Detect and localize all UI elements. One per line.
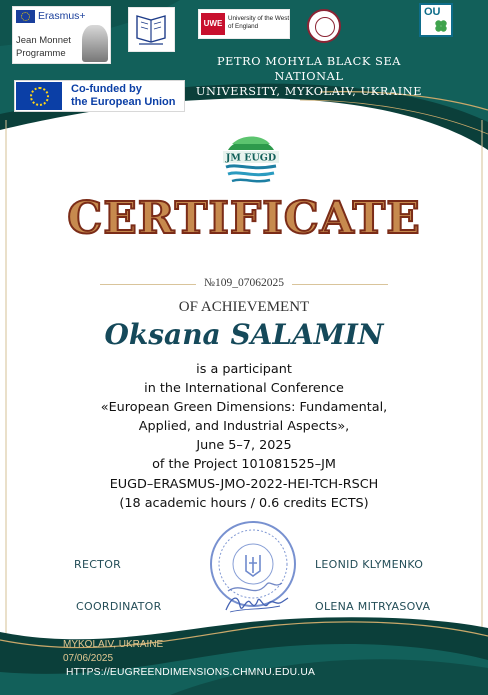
- university-seal-logo: [307, 9, 341, 43]
- body-line: June 5–7, 2025: [196, 438, 292, 454]
- trident-icon: [246, 555, 260, 576]
- cofunded-line2: the European Union: [71, 96, 176, 108]
- rector-title: RECTOR: [74, 558, 122, 571]
- certificate-subtitle: OF ACHIEVEMENT: [178, 299, 310, 315]
- issue-place: MYKOLAIV, UKRAINE: [63, 639, 164, 650]
- body-line: EUGD–ERASMUS-JMO-2022-HEI-TCH-RSCH: [109, 476, 379, 492]
- body-line: in the International Conference: [144, 381, 344, 397]
- clover-icon: [434, 19, 448, 33]
- body-line: (18 academic hours / 0.6 credits ECTS): [119, 495, 369, 511]
- erasmus-label: Erasmus+: [38, 10, 86, 22]
- jean-monnet-portrait: [82, 25, 108, 62]
- body-line: Applied, and Industrial Aspects»,: [138, 419, 350, 435]
- cofunded-line1: Co-funded by: [71, 83, 142, 95]
- coordinator-title: COORDINATOR: [76, 600, 162, 613]
- cofunded-eu-logo: [14, 80, 185, 112]
- eu-flag-icon: [16, 82, 62, 110]
- coordinator-name: OLENA MITRYASOVA: [315, 600, 431, 613]
- jean-monnet-label: Jean Monnet: [16, 35, 71, 46]
- ou-text: OU: [424, 6, 441, 18]
- book-emblem-icon: [129, 8, 174, 51]
- university-title-line2: UNIVERSITY, MYKOLAIV, UKRAINE: [195, 85, 423, 98]
- jm-eugd-emblem: [222, 132, 280, 188]
- certificate-title: CERTIFICATE: [67, 193, 421, 244]
- eu-flag-icon: [16, 10, 35, 23]
- body-line: of the Project 101081525–JM: [152, 457, 336, 473]
- uwe-badge: UWE: [201, 13, 225, 35]
- body-line: is a participant: [196, 362, 292, 377]
- jm-eugd-label: JM EUGD: [225, 152, 277, 164]
- uwe-university-name: University of the West of England: [228, 15, 290, 30]
- coordinator-signature-icon: [222, 588, 292, 616]
- university-emblem-logo: [128, 7, 175, 52]
- website-link[interactable]: HTTPS://EUGREENDIMENSIONS.CHMNU.EDU.UA: [66, 667, 316, 678]
- programme-label: Programme: [16, 48, 66, 59]
- certificate-body: [40, 360, 448, 513]
- ou-logo: [419, 3, 453, 37]
- erasmus-jean-monnet-logo: [12, 6, 111, 64]
- university-title: [186, 54, 432, 99]
- university-title-line1: PETRO MOHYLA BLACK SEA NATIONAL: [216, 55, 402, 83]
- recipient-name: Oksana SALAMIN: [104, 318, 384, 351]
- certificate-number: №109_07062025: [204, 277, 284, 289]
- rector-name: LEONID KLYMENKO: [315, 558, 424, 571]
- body-line: «European Green Dimensions: Fundamental,: [100, 400, 388, 416]
- issue-date: 07/06/2025: [63, 653, 114, 664]
- uwe-logo: [198, 9, 290, 39]
